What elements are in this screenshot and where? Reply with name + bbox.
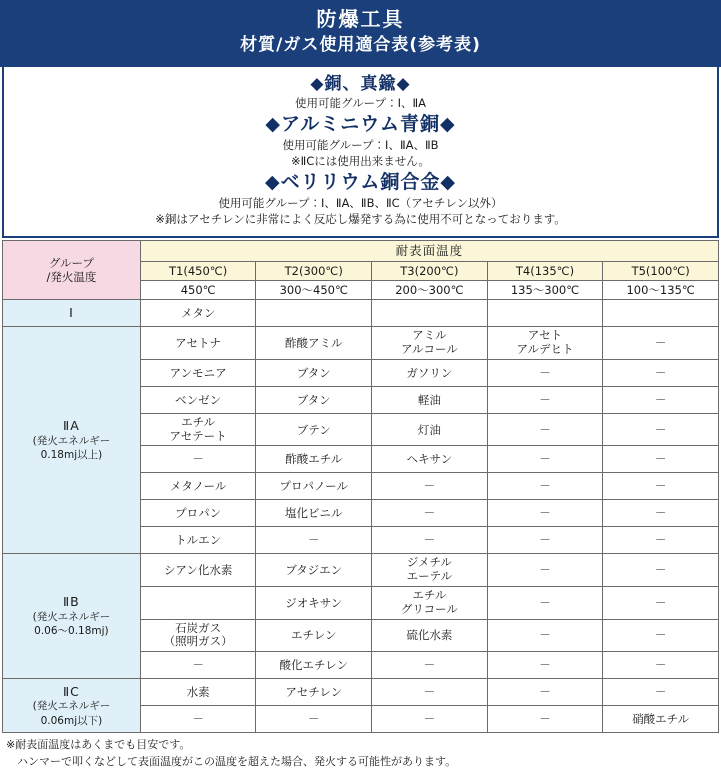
- cell-g2-r0-c0: シアン化水素: [140, 554, 256, 587]
- cell-g0-r0-c1: [256, 300, 372, 327]
- intro-block-copper: [12, 73, 709, 112]
- range-t1: 450℃: [140, 280, 256, 299]
- group-subtext: 0.18mj以上): [40, 449, 103, 462]
- cell-g2-r1-c2: エチル グリコール: [372, 587, 488, 620]
- cell-g1-r3-c1: ブテン: [256, 413, 372, 446]
- cell-g1-r7-c1: －: [256, 527, 372, 554]
- group-subtext: (発火エネルギー: [32, 611, 111, 624]
- table-row: [3, 554, 719, 587]
- table-row: [3, 300, 719, 327]
- page-subtitle: 材質/ガス使用適合表(参考表): [240, 35, 481, 55]
- cell-g1-r4-c3: －: [487, 446, 603, 473]
- header-t2: T2(300℃): [256, 261, 372, 280]
- header-group-ignition-temp: [3, 240, 141, 299]
- intro-box: [2, 67, 719, 238]
- cell-g1-r5-c2: －: [372, 473, 488, 500]
- cell-g1-r7-c0: トルエン: [140, 527, 256, 554]
- cell-g3-r0-c2: －: [372, 679, 488, 706]
- material-note-beryllium-copper: ※銅はアセチレンに非常によく反応し爆発する為に使用不可となっております。: [155, 212, 566, 227]
- intro-block-beryllium-copper: [12, 170, 709, 228]
- header-surface-temperature: 耐表面温度: [140, 240, 718, 261]
- page-title: 防爆工具: [316, 7, 405, 31]
- cell-g1-r1-c2: ガソリン: [372, 359, 488, 386]
- cell-g0-r0-c2: [372, 300, 488, 327]
- cell-g1-r4-c2: ヘキサン: [372, 446, 488, 473]
- cell-g1-r2-c0: ベンゼン: [140, 386, 256, 413]
- cell-g2-r2-c3: －: [487, 619, 603, 652]
- cell-g2-r3-c4: －: [603, 652, 719, 679]
- cell-g2-r2-c1: エチレン: [256, 619, 372, 652]
- cell-g1-r1-c1: ブタン: [256, 359, 372, 386]
- group-cell-3: [3, 679, 141, 733]
- cell-g1-r5-c3: －: [487, 473, 603, 500]
- cell-g3-r1-c3: －: [487, 706, 603, 733]
- cell-g1-r0-c0: アセトナ: [140, 327, 256, 360]
- cell-g1-r6-c0: プロパン: [140, 500, 256, 527]
- cell-g3-r1-c1: －: [256, 706, 372, 733]
- table-head: [3, 240, 719, 299]
- cell-g3-r0-c1: アセチレン: [256, 679, 372, 706]
- footnote-line-1: ※耐表面温度はあくまでも目安です。: [6, 738, 191, 752]
- cell-g2-r0-c3: －: [487, 554, 603, 587]
- group-cell-0: [3, 300, 141, 327]
- group-subtext: (発火エネルギー: [32, 700, 111, 713]
- cell-g1-r0-c1: 酢酸アミル: [256, 327, 372, 360]
- cell-g3-r1-c2: －: [372, 706, 488, 733]
- cell-g1-r7-c4: －: [603, 527, 719, 554]
- group-subtext: (発火エネルギー: [32, 435, 111, 448]
- group-subtext: 0.06mj以下): [40, 714, 103, 727]
- table-row: [3, 327, 719, 360]
- cell-g1-r3-c4: －: [603, 413, 719, 446]
- header-t5: T5(100℃): [603, 261, 719, 280]
- cell-g1-r4-c1: 酢酸エチル: [256, 446, 372, 473]
- cell-g3-r0-c3: －: [487, 679, 603, 706]
- cell-g2-r3-c0: －: [140, 652, 256, 679]
- cell-g1-r3-c0: エチル アセテート: [140, 413, 256, 446]
- cell-g2-r1-c4: －: [603, 587, 719, 620]
- table-body: [3, 300, 719, 733]
- cell-g1-r2-c3: －: [487, 386, 603, 413]
- footnote-line-2: ハンマーで叩くなどして表面温度がこの温度を超えた場合、発火する可能性があります。: [6, 754, 457, 768]
- cell-g1-r6-c3: －: [487, 500, 603, 527]
- group-name: ⅡA: [63, 418, 80, 434]
- header-t1: T1(450℃): [140, 261, 256, 280]
- material-groups-beryllium-copper: 使用可能グループ：Ⅰ、ⅡA、ⅡB、ⅡC（アセチレン以外）: [218, 195, 503, 210]
- material-note-aluminum-bronze: ※ⅡCには使用出来ません。: [290, 154, 430, 169]
- cell-g2-r3-c2: －: [372, 652, 488, 679]
- table-row: [3, 679, 719, 706]
- range-t4: 135〜300℃: [487, 280, 603, 299]
- cell-g2-r1-c3: －: [487, 587, 603, 620]
- header-t4: T4(135℃): [487, 261, 603, 280]
- cell-g1-r7-c3: －: [487, 527, 603, 554]
- cell-g2-r1-c1: ジオキサン: [256, 587, 372, 620]
- group-cell-2: [3, 554, 141, 679]
- material-name-aluminum-bronze: ◆アルミニウム青銅◆: [265, 112, 456, 135]
- table-header-row-1: [3, 240, 719, 261]
- cell-g1-r2-c4: －: [603, 386, 719, 413]
- material-name-beryllium-copper: ◆ベリリウム銅合金◆: [264, 170, 457, 193]
- cell-g1-r4-c0: －: [140, 446, 256, 473]
- cell-g1-r7-c2: －: [372, 527, 488, 554]
- compatibility-table: [2, 240, 719, 733]
- cell-g1-r6-c4: －: [603, 500, 719, 527]
- cell-g1-r5-c1: プロパノール: [256, 473, 372, 500]
- cell-g2-r1-c0: [140, 587, 256, 620]
- cell-g3-r0-c0: 水素: [140, 679, 256, 706]
- range-t3: 200〜300℃: [372, 280, 488, 299]
- cell-g1-r4-c4: －: [603, 446, 719, 473]
- intro-block-aluminum-bronze: [12, 112, 709, 170]
- cell-g1-r2-c2: 軽油: [372, 386, 488, 413]
- cell-g2-r2-c0: 石炭ガス （照明ガス）: [140, 619, 256, 652]
- header-t3: T3(200℃): [372, 261, 488, 280]
- cell-g0-r0-c3: [487, 300, 603, 327]
- cell-g2-r2-c4: －: [603, 619, 719, 652]
- cell-g2-r3-c1: 酸化エチレン: [256, 652, 372, 679]
- group-name: Ⅰ: [69, 305, 74, 321]
- cell-g1-r3-c2: 灯油: [372, 413, 488, 446]
- range-t2: 300〜450℃: [256, 280, 372, 299]
- group-cell-1: [3, 327, 141, 554]
- cell-g1-r1-c4: －: [603, 359, 719, 386]
- header-group-line2: /発火温度: [46, 270, 97, 285]
- material-name-copper: ◆銅、真鍮◆: [310, 74, 411, 95]
- cell-g1-r0-c2: アミル アルコール: [372, 327, 488, 360]
- cell-g1-r0-c3: アセト アルデヒト: [487, 327, 603, 360]
- range-t5: 100〜135℃: [603, 280, 719, 299]
- cell-g1-r5-c4: －: [603, 473, 719, 500]
- cell-g0-r0-c0: メタン: [140, 300, 256, 327]
- cell-g1-r6-c1: 塩化ビニル: [256, 500, 372, 527]
- cell-g2-r2-c2: 硫化水素: [372, 619, 488, 652]
- cell-g2-r0-c4: －: [603, 554, 719, 587]
- header-group-line1: グループ: [48, 255, 94, 270]
- group-name: ⅡB: [63, 594, 80, 610]
- cell-g0-r0-c4: [603, 300, 719, 327]
- cell-g2-r0-c1: ブタジエン: [256, 554, 372, 587]
- cell-g1-r6-c2: －: [372, 500, 488, 527]
- material-groups-aluminum-bronze: 使用可能グループ：Ⅰ、ⅡA、ⅡB: [282, 137, 439, 152]
- cell-g3-r1-c4: 硝酸エチル: [603, 706, 719, 733]
- cell-g1-r0-c4: －: [603, 327, 719, 360]
- cell-g2-r3-c3: －: [487, 652, 603, 679]
- cell-g1-r1-c0: アンモニア: [140, 359, 256, 386]
- page-header: [0, 0, 721, 67]
- cell-g1-r3-c3: －: [487, 413, 603, 446]
- material-groups-copper: 使用可能グループ：Ⅰ、ⅡA: [295, 96, 426, 111]
- cell-g1-r1-c3: －: [487, 359, 603, 386]
- cell-g3-r1-c0: －: [140, 706, 256, 733]
- group-subtext: 0.06〜0.18mj): [34, 625, 109, 638]
- cell-g3-r0-c4: －: [603, 679, 719, 706]
- footnote: [6, 737, 717, 770]
- cell-g2-r0-c2: ジメチル エーテル: [372, 554, 488, 587]
- cell-g1-r2-c1: ブタン: [256, 386, 372, 413]
- group-name: ⅡC: [62, 683, 80, 699]
- cell-g1-r5-c0: メタノール: [140, 473, 256, 500]
